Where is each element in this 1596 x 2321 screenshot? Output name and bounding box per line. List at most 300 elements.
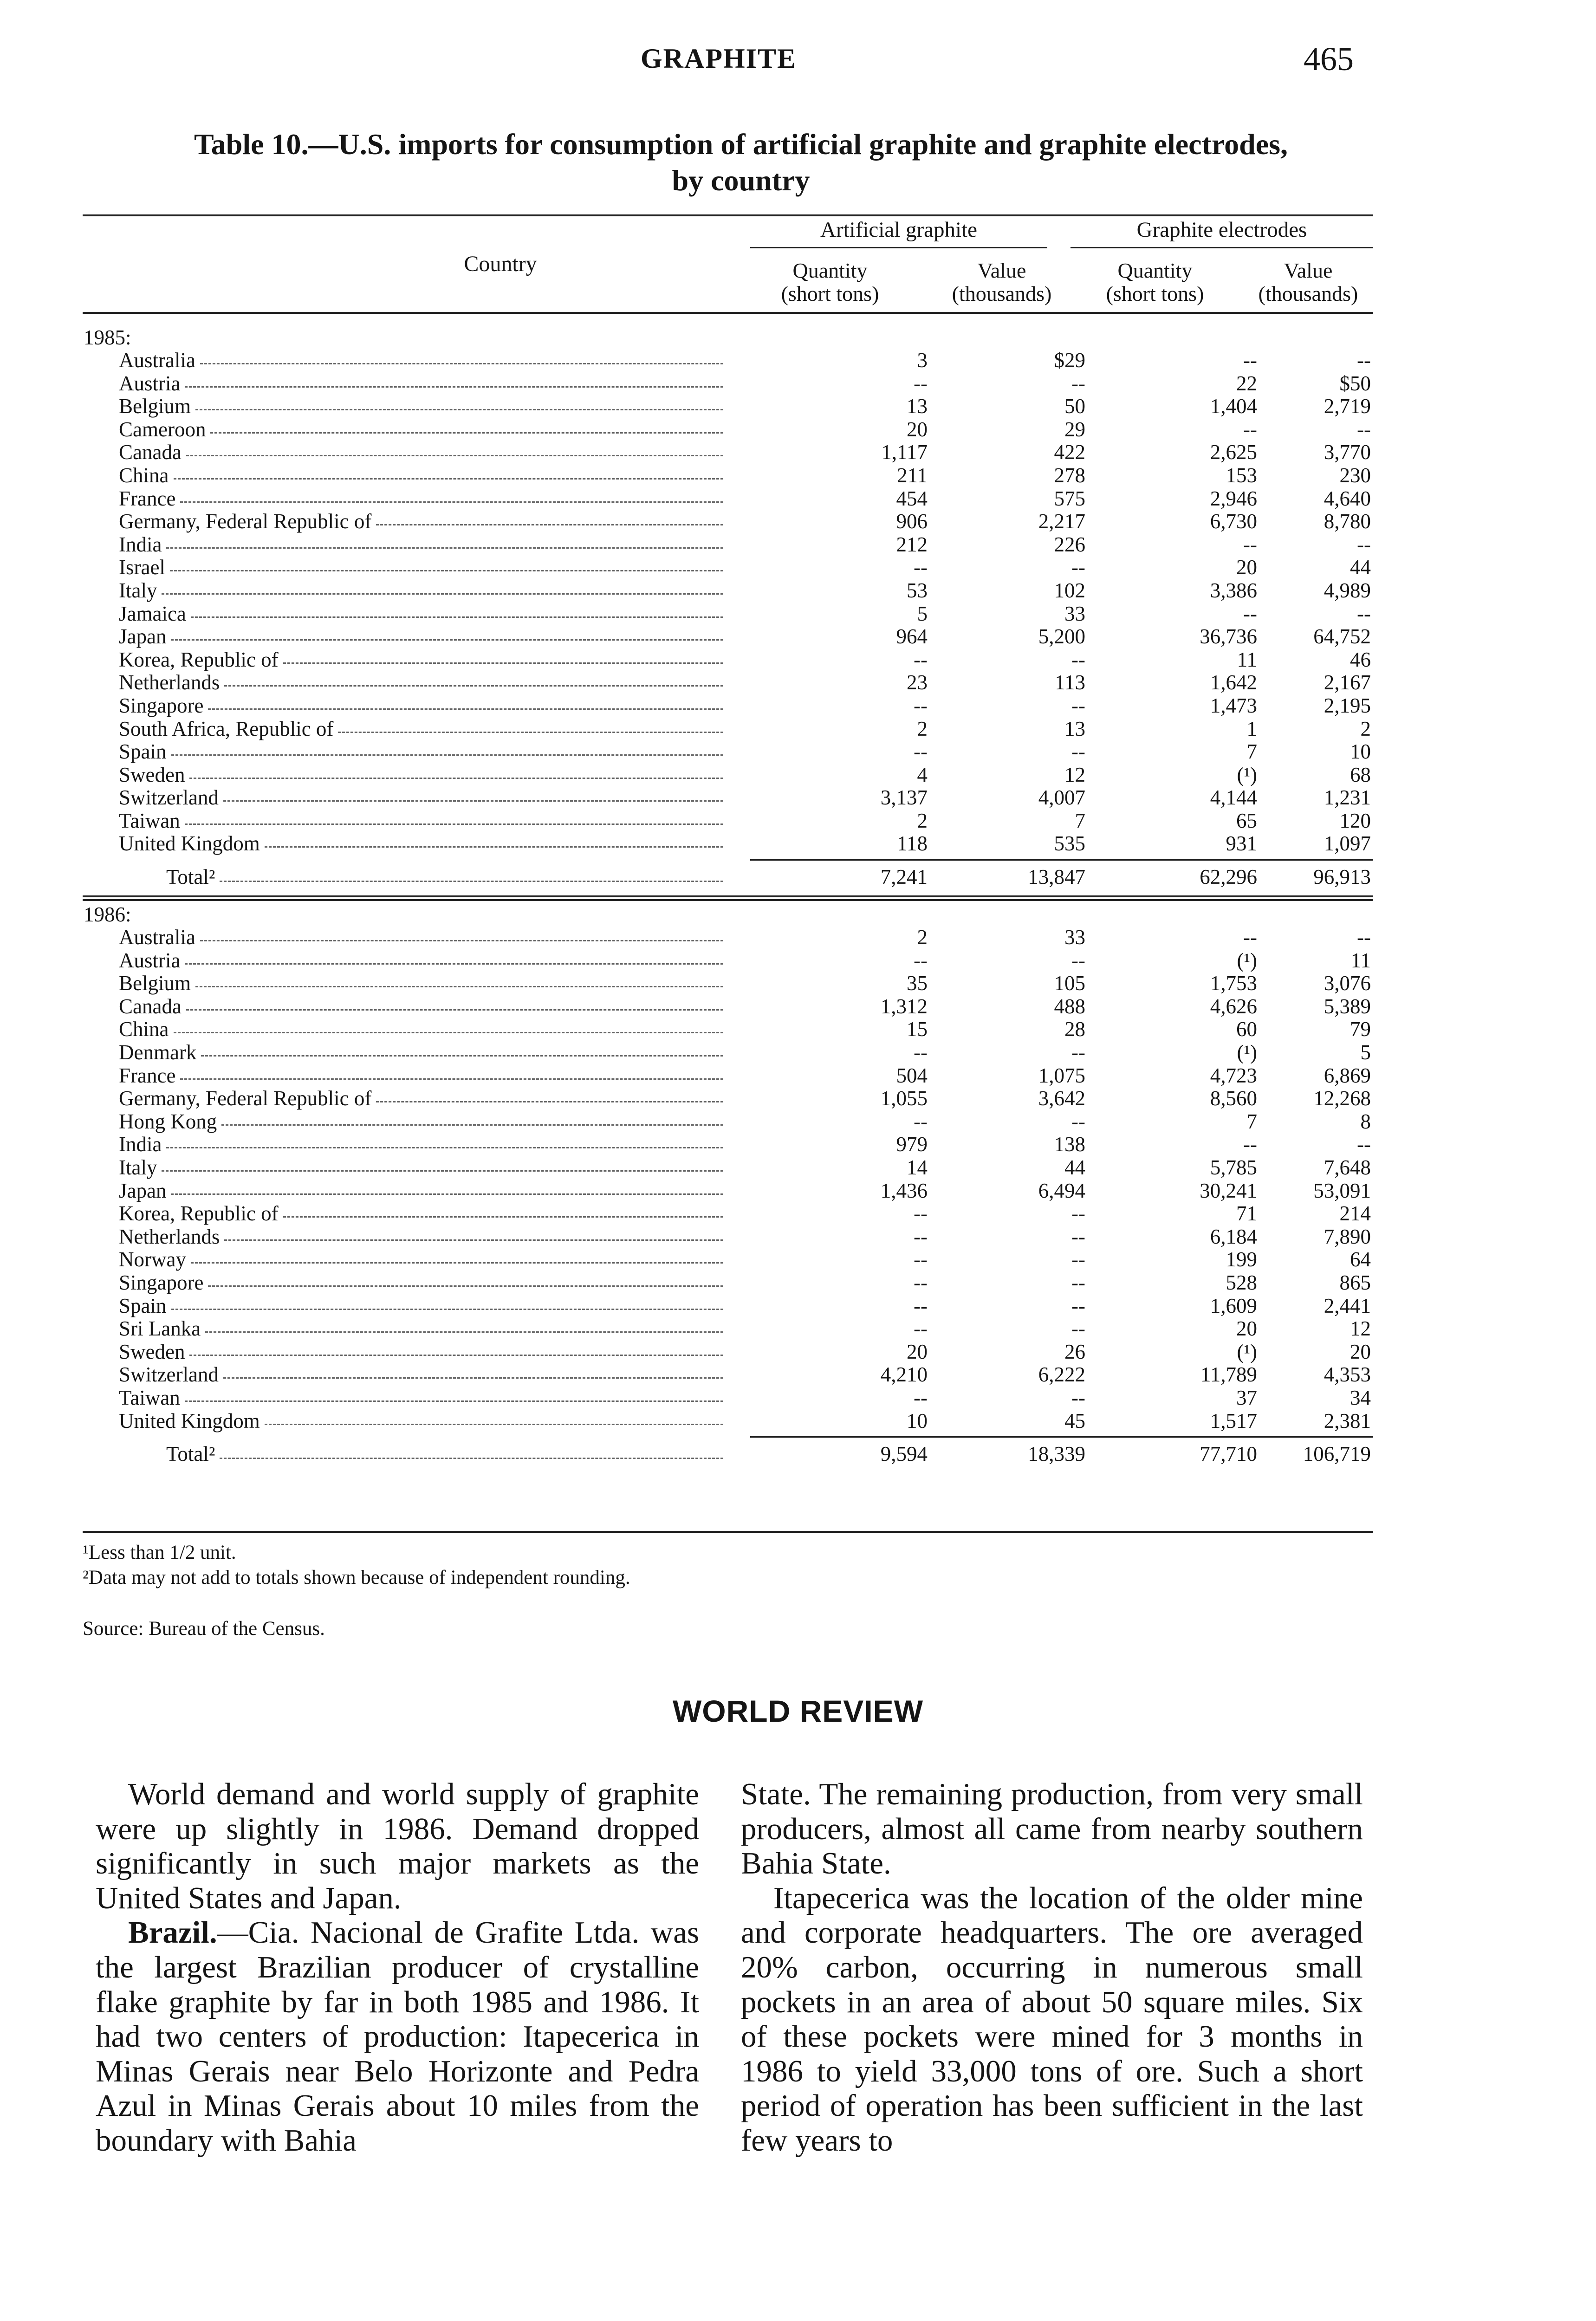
table-row xyxy=(83,764,1373,787)
ag-value-cell: -- xyxy=(1071,1109,1085,1133)
ge-quantity-cell: -- xyxy=(1243,532,1257,556)
table-row xyxy=(83,464,1373,487)
running-head-title: GRAPHITE xyxy=(641,43,797,74)
country-name: United Kingdom xyxy=(119,832,263,856)
table-footnotes xyxy=(83,1540,630,1590)
ag-value-cell: $29 xyxy=(1054,349,1085,372)
ge-value-cell: 64,752 xyxy=(1313,625,1371,648)
country-name: Sri Lanka xyxy=(119,1317,203,1341)
ag-value-cell: 33 xyxy=(1064,926,1085,949)
ge-quantity-cell: 6,184 xyxy=(1210,1225,1257,1248)
leader-dots xyxy=(189,778,723,779)
ag-value-cell: 26 xyxy=(1064,1340,1085,1363)
ge-value-cell: 44 xyxy=(1350,556,1371,579)
country-cell xyxy=(119,718,336,741)
country-cell xyxy=(119,349,198,372)
country-name: India xyxy=(119,533,164,557)
ag-quantity-unit: (short tons) xyxy=(781,282,879,305)
artificial-graphite-header: Artificial graphite xyxy=(820,218,977,242)
table-row xyxy=(83,487,1373,511)
country-name: Germany, Federal Republic of xyxy=(119,510,374,533)
leader-dots xyxy=(223,800,723,802)
ag-value-cell: -- xyxy=(1071,556,1085,579)
table-title xyxy=(105,126,1377,199)
brazil-text: —Cia. Nacional de Grafite Ltda. was the largest Brazilian producer of crystalline flake graphite by far in both 1985 and 1986. It had two centers of production: Itapecerica in Minas Gerais near Belo Horizonte and Pedra Azul in Minas Gerais about 10 miles from the boundary with Bahia xyxy=(96,1915,699,2158)
ag-quantity-cell: -- xyxy=(914,1109,928,1133)
leader-dots xyxy=(205,1331,723,1333)
country-cell xyxy=(119,764,188,787)
ge-value-cell: 2,441 xyxy=(1324,1294,1371,1317)
ag-quantity-cell: 9,594 xyxy=(880,1442,928,1466)
country-name: Canada xyxy=(119,995,184,1018)
country-name: South Africa, Republic of xyxy=(119,718,336,741)
ge-quantity-cell: 4,144 xyxy=(1210,786,1257,810)
table-row xyxy=(83,1018,1373,1041)
ag-quantity-cell: 211 xyxy=(897,463,928,487)
ag-quantity-cell: 20 xyxy=(907,417,928,441)
ag-quantity-cell: 7,241 xyxy=(880,865,928,889)
ge-quantity-cell: -- xyxy=(1243,926,1257,949)
leader-dots xyxy=(283,662,723,664)
country-cell xyxy=(119,1271,206,1295)
ag-value-cell: -- xyxy=(1071,371,1085,395)
ag-value-cell: -- xyxy=(1071,1317,1085,1341)
ge-quantity-cell: -- xyxy=(1243,1133,1257,1156)
table-row xyxy=(83,786,1373,810)
ag-value-cell: 138 xyxy=(1054,1133,1085,1156)
leader-dots xyxy=(171,754,723,756)
table-row xyxy=(83,718,1373,741)
total-row xyxy=(83,863,1373,891)
table-row xyxy=(83,1202,1373,1225)
country-cell xyxy=(119,1317,203,1341)
ag-value-cell: 6,494 xyxy=(1038,1179,1085,1202)
ge-quantity-cell: 37 xyxy=(1236,1386,1257,1409)
ge-value-cell: 7,890 xyxy=(1324,1225,1371,1248)
ag-value-cell: 226 xyxy=(1054,532,1085,556)
leader-dots xyxy=(186,1009,723,1011)
country-name: Total² xyxy=(166,863,218,891)
ge-quantity-cell: 8,560 xyxy=(1210,1087,1257,1110)
ag-quantity-cell: 35 xyxy=(907,972,928,995)
leader-dots xyxy=(265,846,723,848)
table-row xyxy=(83,1271,1373,1295)
ge-value-cell: 2,167 xyxy=(1324,671,1371,694)
country-cell xyxy=(119,418,208,441)
table-title-line1: Table 10.—U.S. imports for consumption of artificial graphite and graphite electrodes, xyxy=(194,128,1288,161)
ge-quantity-cell: 7 xyxy=(1246,740,1257,764)
ag-quantity-cell: 1,055 xyxy=(880,1087,928,1110)
ge-value-cell: 2,719 xyxy=(1324,395,1371,418)
leader-dots xyxy=(162,1170,723,1172)
leader-dots xyxy=(283,1216,723,1218)
country-name: Jamaica xyxy=(119,603,189,626)
country-name: Korea, Republic of xyxy=(119,648,281,672)
table-row xyxy=(83,1156,1373,1180)
leader-dots xyxy=(162,593,723,595)
ge-quantity-cell: 7 xyxy=(1246,1109,1257,1133)
section-title: WORLD REVIEW xyxy=(673,1694,923,1728)
table-row xyxy=(83,1295,1373,1318)
ag-quantity-cell: 13 xyxy=(907,395,928,418)
country-name: Singapore xyxy=(119,694,206,718)
country-name: Japan xyxy=(119,1180,169,1203)
country-cell xyxy=(119,926,198,949)
ge-quantity-cell: 62,296 xyxy=(1200,865,1257,889)
country-cell xyxy=(119,510,374,533)
ag-value-cell: 1,075 xyxy=(1038,1063,1085,1087)
table-row xyxy=(83,694,1373,718)
ge-quantity-cell: -- xyxy=(1243,349,1257,372)
ag-quantity-label: Quantity xyxy=(792,259,868,282)
leader-dots xyxy=(376,1101,723,1102)
table-row xyxy=(83,1041,1373,1064)
country-cell xyxy=(119,972,194,995)
country-cell xyxy=(119,625,169,648)
ag-value-cell: 33 xyxy=(1064,602,1085,625)
country-cell xyxy=(119,832,263,856)
country-cell xyxy=(119,579,160,603)
ge-quantity-header xyxy=(1081,259,1229,305)
country-cell xyxy=(119,1295,169,1318)
ge-quantity-cell: 1,517 xyxy=(1210,1409,1257,1433)
leader-dots xyxy=(223,1377,723,1379)
ge-value-cell: $50 xyxy=(1339,371,1371,395)
table-row xyxy=(83,810,1373,833)
table-row xyxy=(83,1087,1373,1110)
table-row xyxy=(83,372,1373,395)
country-name: Switzerland xyxy=(119,1363,221,1387)
country-cell xyxy=(119,1341,188,1364)
country-cell xyxy=(119,949,183,972)
body-column-left xyxy=(96,1777,699,2158)
ag-quantity-cell: 118 xyxy=(897,832,928,856)
table-row xyxy=(83,995,1373,1018)
country-name: Taiwan xyxy=(119,1387,183,1410)
ag-quantity-cell: 20 xyxy=(907,1340,928,1363)
ge-value-cell: 5,389 xyxy=(1324,994,1371,1018)
table-row xyxy=(83,418,1373,441)
ge-value-cell: 12 xyxy=(1350,1317,1371,1341)
ge-value-cell: 34 xyxy=(1350,1386,1371,1409)
ge-quantity-cell: 71 xyxy=(1236,1202,1257,1225)
country-name: Cameroon xyxy=(119,418,208,441)
table-row xyxy=(83,533,1373,557)
country-cell xyxy=(119,1133,164,1156)
leader-dots xyxy=(338,732,723,733)
ge-value-cell: 8 xyxy=(1360,1109,1371,1133)
ag-value-cell: 18,339 xyxy=(1028,1442,1085,1466)
leader-dots xyxy=(191,1262,723,1264)
ge-quantity-cell: 199 xyxy=(1226,1248,1257,1271)
table-row xyxy=(83,926,1373,949)
country-name: Hong Kong xyxy=(119,1110,220,1134)
country-name: Australia xyxy=(119,349,198,372)
leader-dots xyxy=(174,478,723,480)
ag-value-cell: -- xyxy=(1071,1294,1085,1317)
ag-quantity-cell: -- xyxy=(914,1317,928,1341)
country-cell xyxy=(119,694,206,718)
ge-quantity-cell: 6,730 xyxy=(1210,510,1257,533)
table-source: Source: Bureau of the Census. xyxy=(83,1618,325,1640)
table-row xyxy=(83,1317,1373,1341)
table-row xyxy=(83,1410,1373,1433)
ag-quantity-cell: -- xyxy=(914,740,928,764)
ge-value-cell: 46 xyxy=(1350,648,1371,671)
ag-quantity-cell: 1,436 xyxy=(880,1179,928,1202)
ge-value-label: Value xyxy=(1284,259,1333,282)
country-cell xyxy=(119,1110,220,1134)
leader-dots xyxy=(208,708,723,710)
ge-quantity-cell: (¹) xyxy=(1237,1041,1257,1064)
ag-quantity-cell: 212 xyxy=(896,532,928,556)
ge-value-cell: 2,381 xyxy=(1324,1409,1371,1433)
ge-value-cell: 2,195 xyxy=(1324,694,1371,717)
ag-value-cell: 278 xyxy=(1054,463,1085,487)
table-row xyxy=(83,1341,1373,1364)
leader-dots xyxy=(265,1424,723,1425)
ag-value-cell: 28 xyxy=(1064,1018,1085,1041)
ag-value-cell: 29 xyxy=(1064,417,1085,441)
ge-quantity-cell: 2,946 xyxy=(1210,486,1257,510)
country-cell xyxy=(119,1202,281,1225)
leader-dots xyxy=(221,1124,723,1126)
ag-value-cell: -- xyxy=(1071,1386,1085,1409)
country-name: Belgium xyxy=(119,972,194,995)
ag-value-cell: 102 xyxy=(1054,578,1085,602)
ag-value-cell: 535 xyxy=(1054,832,1085,856)
ge-value-cell: 12,268 xyxy=(1313,1087,1371,1110)
table-row xyxy=(83,556,1373,579)
ge-value-cell: 230 xyxy=(1339,463,1371,487)
ge-value-cell: 10 xyxy=(1350,740,1371,764)
ag-quantity-cell: 979 xyxy=(896,1133,928,1156)
country-name: Taiwan xyxy=(119,810,183,833)
country-name: Belgium xyxy=(119,395,194,418)
country-name: Netherlands xyxy=(119,671,222,694)
leader-dots xyxy=(224,1239,723,1241)
total-rule xyxy=(750,1436,1373,1438)
group1-rule xyxy=(750,247,1047,248)
table-row xyxy=(83,832,1373,856)
ag-quantity-cell: -- xyxy=(914,1202,928,1225)
ag-value-cell: -- xyxy=(1071,948,1085,972)
paragraph-world-demand: World demand and world supply of graphite were up slightly in 1986. Demand dropped significantly in such major markets as the United States and Japan. xyxy=(96,1777,699,1915)
ag-quantity-cell: 964 xyxy=(896,625,928,648)
country-cell xyxy=(119,1064,178,1088)
ge-value-cell: -- xyxy=(1357,417,1371,441)
country-cell xyxy=(119,603,189,626)
leader-dots xyxy=(166,1147,723,1148)
ag-quantity-cell: 906 xyxy=(896,510,928,533)
ge-quantity-cell: 528 xyxy=(1226,1271,1257,1294)
country-cell xyxy=(119,1156,160,1180)
ge-quantity-unit: (short tons) xyxy=(1106,282,1204,305)
ag-quantity-cell: 23 xyxy=(907,671,928,694)
ag-value-cell: 12 xyxy=(1064,763,1085,786)
ge-value-cell: 64 xyxy=(1350,1248,1371,1271)
ag-value-cell: -- xyxy=(1071,648,1085,671)
paragraph-state-continued: State. The remaining production, from very small producers, almost all came from nearby southern Bahia State. xyxy=(741,1777,1363,1881)
ag-value-cell: 422 xyxy=(1054,441,1085,464)
country-name: France xyxy=(119,1064,178,1088)
country-cell xyxy=(119,1387,183,1410)
total-row xyxy=(83,1440,1373,1468)
country-column-header: Country xyxy=(464,252,537,276)
ag-value-cell: 13,847 xyxy=(1028,865,1085,889)
ag-quantity-cell: -- xyxy=(914,1225,928,1248)
ag-value-cell: -- xyxy=(1071,1202,1085,1225)
ag-value-cell: 7 xyxy=(1075,809,1085,832)
country-name: India xyxy=(119,1133,164,1156)
leader-dots xyxy=(171,639,723,641)
ag-value-cell: -- xyxy=(1071,740,1085,764)
country-name: China xyxy=(119,464,172,487)
ge-quantity-cell: 20 xyxy=(1236,1317,1257,1341)
table-row xyxy=(83,349,1373,372)
ge-value-header xyxy=(1239,259,1378,305)
ge-value-cell: -- xyxy=(1357,926,1371,949)
ge-quantity-cell: 1,473 xyxy=(1210,694,1257,717)
ag-value-cell: -- xyxy=(1071,1271,1085,1294)
country-cell xyxy=(119,395,194,418)
ge-quantity-cell: 2,625 xyxy=(1210,441,1257,464)
table-title-line2: by country xyxy=(672,164,810,197)
country-cell xyxy=(119,1410,263,1433)
ge-quantity-cell: -- xyxy=(1243,602,1257,625)
ag-value-cell: -- xyxy=(1071,694,1085,717)
country-cell xyxy=(119,1041,199,1064)
country-cell xyxy=(166,1440,218,1468)
country-name: Sweden xyxy=(119,764,188,787)
leader-dots xyxy=(185,386,723,388)
ge-quantity-cell: 1,609 xyxy=(1210,1294,1257,1317)
ge-value-cell: 7,648 xyxy=(1324,1156,1371,1179)
leader-dots xyxy=(210,432,723,434)
country-cell xyxy=(119,810,183,833)
ag-quantity-cell: 14 xyxy=(907,1156,928,1179)
ge-quantity-cell: 4,723 xyxy=(1210,1063,1257,1087)
country-cell xyxy=(119,648,281,672)
header-bottom-rule xyxy=(83,312,1373,314)
ag-quantity-cell: 1,117 xyxy=(881,441,928,464)
ge-quantity-cell: 1,404 xyxy=(1210,395,1257,418)
table-row xyxy=(83,395,1373,418)
table-row xyxy=(83,625,1373,648)
country-cell xyxy=(119,740,169,764)
leader-dots xyxy=(200,940,723,941)
ag-quantity-cell: 1,312 xyxy=(880,994,928,1018)
table-row xyxy=(83,1180,1373,1203)
leader-dots xyxy=(224,685,723,687)
table-row xyxy=(83,1363,1373,1387)
country-cell xyxy=(119,995,184,1018)
country-name: Italy xyxy=(119,579,160,603)
table-row xyxy=(83,1064,1373,1088)
ag-quantity-cell: 15 xyxy=(907,1018,928,1041)
ag-quantity-cell: 53 xyxy=(907,578,928,602)
ge-value-cell: 1,097 xyxy=(1324,832,1371,856)
country-name: France xyxy=(119,487,178,511)
ge-quantity-cell: (¹) xyxy=(1237,763,1257,786)
ag-value-cell: 2,217 xyxy=(1038,510,1085,533)
ag-quantity-cell: 2 xyxy=(917,717,928,740)
ge-value-cell: 79 xyxy=(1350,1018,1371,1041)
ge-quantity-cell: 20 xyxy=(1236,556,1257,579)
ag-value-cell: 45 xyxy=(1064,1409,1085,1433)
ge-value-cell: 8,780 xyxy=(1324,510,1371,533)
ag-value-cell: 113 xyxy=(1055,671,1085,694)
table-row xyxy=(83,1248,1373,1271)
ag-value-cell: 575 xyxy=(1054,486,1085,510)
country-cell xyxy=(119,1363,221,1387)
country-cell xyxy=(119,786,221,810)
ge-value-cell: 11 xyxy=(1350,948,1371,972)
ag-quantity-cell: 2 xyxy=(917,926,928,949)
ag-value-cell: 44 xyxy=(1064,1156,1085,1179)
ge-value-cell: 6,869 xyxy=(1324,1063,1371,1087)
graphite-electrodes-header: Graphite electrodes xyxy=(1136,218,1307,242)
ge-value-cell: 5 xyxy=(1360,1041,1371,1064)
ge-quantity-cell: 60 xyxy=(1236,1018,1257,1041)
total-rule xyxy=(750,859,1373,861)
ag-quantity-cell: 504 xyxy=(896,1063,928,1087)
country-name: Australia xyxy=(119,926,198,949)
country-cell xyxy=(119,441,184,464)
country-cell xyxy=(119,556,168,579)
country-cell xyxy=(119,1225,222,1249)
ag-quantity-cell: -- xyxy=(914,694,928,717)
ge-value-cell: 2 xyxy=(1360,717,1371,740)
ag-quantity-cell: 454 xyxy=(896,486,928,510)
ag-value-label: Value xyxy=(977,259,1026,282)
ge-quantity-cell: (¹) xyxy=(1237,1340,1257,1363)
country-name: Italy xyxy=(119,1156,160,1180)
ge-value-cell: 4,353 xyxy=(1324,1363,1371,1387)
ag-quantity-cell: -- xyxy=(914,648,928,671)
leader-dots xyxy=(195,409,723,410)
ag-quantity-cell: 4,210 xyxy=(880,1363,928,1387)
country-name: Canada xyxy=(119,441,184,464)
ge-quantity-cell: 30,241 xyxy=(1200,1179,1257,1202)
leader-dots xyxy=(189,1355,723,1356)
ag-value-unit: (thousands) xyxy=(952,282,1052,305)
leader-dots xyxy=(171,1193,723,1195)
table-row xyxy=(83,1387,1373,1410)
ag-value-cell: -- xyxy=(1071,1041,1085,1064)
ag-value-cell: 50 xyxy=(1064,395,1085,418)
country-name: China xyxy=(119,1018,172,1041)
ag-value-cell: 105 xyxy=(1054,972,1085,995)
leader-dots xyxy=(195,986,723,987)
ge-value-cell: 68 xyxy=(1350,763,1371,786)
table-row xyxy=(83,1225,1373,1249)
ag-quantity-cell: -- xyxy=(914,1271,928,1294)
footnote-1: ¹Less than 1/2 unit. xyxy=(83,1542,236,1563)
table-bottom-rule xyxy=(83,1531,1373,1533)
ge-value-cell: 53,091 xyxy=(1313,1179,1371,1202)
ag-quantity-cell: 3,137 xyxy=(880,786,928,810)
leader-dots xyxy=(376,524,723,525)
ag-value-cell: 6,222 xyxy=(1038,1363,1085,1387)
ge-value-cell: 3,076 xyxy=(1324,972,1371,995)
ge-quantity-cell: 11 xyxy=(1237,648,1257,671)
country-name: Total² xyxy=(166,1440,218,1468)
ge-value-cell: 106,719 xyxy=(1303,1442,1371,1466)
country-cell xyxy=(119,1087,374,1110)
leader-dots xyxy=(185,1400,723,1402)
leader-dots xyxy=(191,616,723,618)
